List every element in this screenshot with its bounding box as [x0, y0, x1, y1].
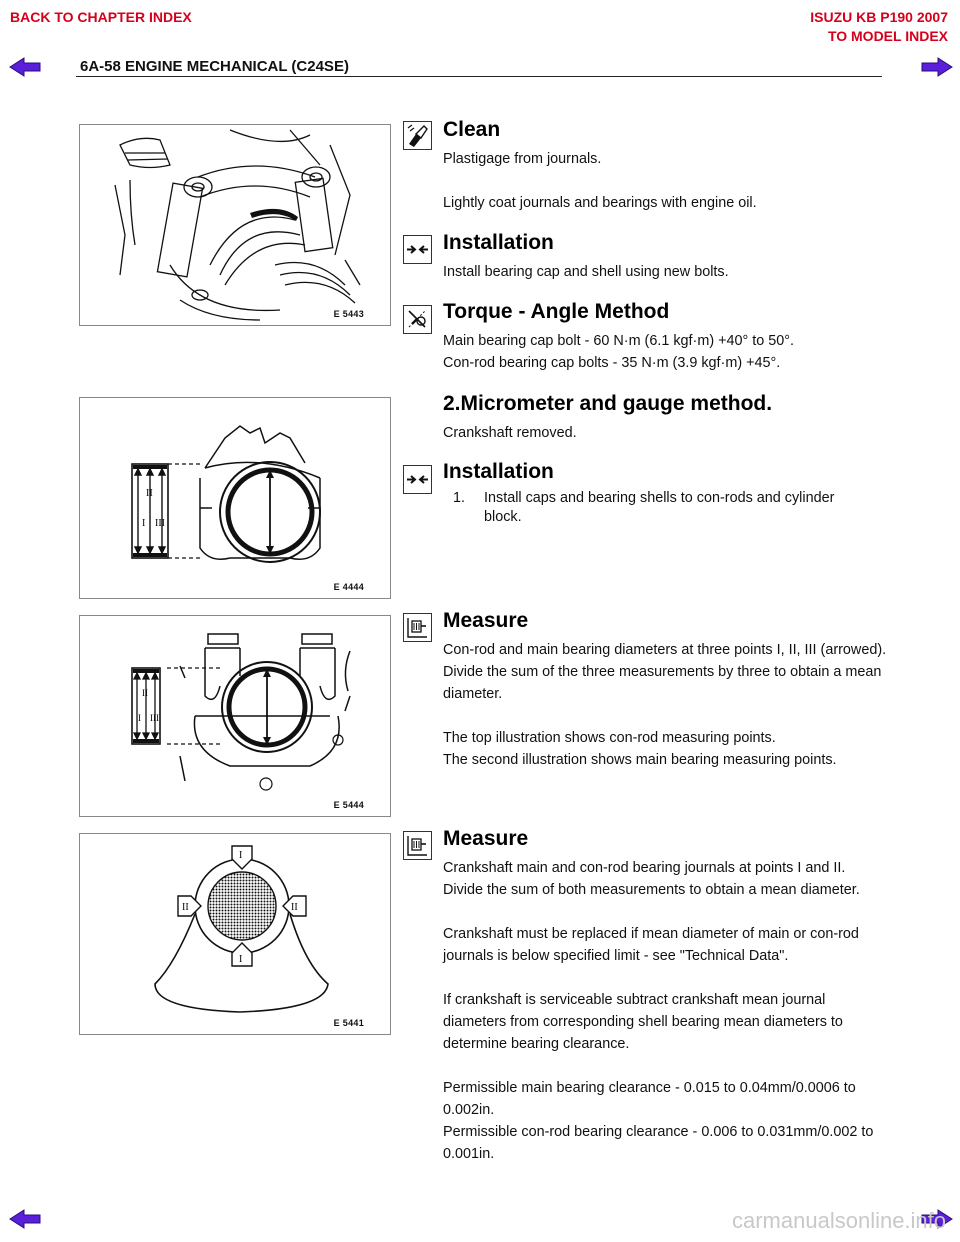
measure-2-line-3: If crankshaft is serviceable subtract crankshaft mean journal diameters from corresponding shell bearing mean diameters to determine bearing clearance.: [443, 992, 843, 1052]
figure-bearing-cap-plastigage: [79, 124, 391, 326]
svg-text:II: II: [182, 902, 189, 913]
measure-1-line-2: Divide the sum of the three measurements by three to obtain a mean diameter.: [443, 664, 882, 702]
watermark: carmanualsonline.info: [732, 1208, 947, 1233]
previous-page-icon[interactable]: [8, 56, 42, 78]
measure-2-line-2: Crankshaft must be replaced if mean diameter of main or con-rod journals is below specified limit - see "Technical Data".: [443, 926, 859, 964]
page-title: 6A-58 ENGINE MECHANICAL (C24SE): [80, 58, 349, 75]
svg-text:II: II: [146, 488, 153, 499]
to-model-index-link[interactable]: TO MODEL INDEX: [827, 28, 948, 44]
figure-label: E 4444: [333, 582, 364, 592]
svg-text:II: II: [291, 902, 298, 913]
measure-1-line-3: The top illustration shows con-rod measuring points.: [443, 730, 776, 746]
torque-wrench-icon: [403, 305, 432, 334]
measure-2-line-1: Crankshaft main and con-rod bearing journals at points I and II. Divide the sum of both measurements to obtain a mean diameter.: [443, 860, 860, 898]
torque-text: [443, 330, 888, 374]
measure-1-line-4: The second illustration shows main bearing measuring points.: [443, 752, 837, 768]
clean-text: [443, 148, 888, 214]
figure-label: E 5441: [333, 1018, 364, 1028]
measure-1-line-1: Con-rod and main bearing diameters at three points I, II, III (arrowed).: [443, 642, 887, 658]
figure-main-bearing-measuring: [79, 615, 391, 817]
installation-1-text: [443, 261, 888, 283]
svg-text:I: I: [142, 518, 146, 529]
measure-2-text: [443, 857, 888, 1165]
measure-2-line-5: Permissible con-rod bearing clearance - 0.006 to 0.031mm/0.002 to 0.001in.: [443, 1124, 874, 1162]
header-rule: [76, 76, 882, 77]
list-item-number: 1.: [453, 490, 466, 506]
section-title-installation-1: Installation: [443, 231, 554, 254]
list-item-text: Install caps and bearing shells to con-rods and cylinder block.: [484, 490, 835, 525]
figure-label: E 5443: [333, 309, 364, 319]
svg-text:III: III: [155, 518, 165, 529]
section-title-measure-1: Measure: [443, 609, 529, 632]
figure-crankshaft-journal: [79, 833, 391, 1035]
torque-line-1: Main bearing cap bolt - 60 N·m (6.1 kgf·m) +40° to 50°.: [443, 333, 795, 349]
micrometer-text: [443, 422, 888, 444]
previous-page-icon[interactable]: [8, 1208, 42, 1230]
micrometer-icon: [403, 831, 432, 860]
section-title-clean: Clean: [443, 118, 501, 141]
section-title-torque: Torque - Angle Method: [443, 300, 670, 323]
clean-line-1: Plastigage from journals.: [443, 151, 602, 167]
micrometer-line: Crankshaft removed.: [443, 425, 577, 441]
micrometer-icon: [403, 613, 432, 642]
svg-text:II: II: [142, 688, 148, 698]
brush-icon: [403, 121, 432, 150]
svg-text:I: I: [239, 850, 243, 861]
next-page-icon[interactable]: [920, 56, 954, 78]
install-arrows-icon: [403, 235, 432, 264]
section-title-installation-2: Installation: [443, 460, 554, 483]
back-to-chapter-link[interactable]: BACK TO CHAPTER INDEX: [10, 9, 192, 25]
section-title-measure-2: Measure: [443, 827, 529, 850]
svg-text:III: III: [150, 713, 159, 723]
model-name-link[interactable]: ISUZU KB P190 2007: [810, 9, 948, 25]
svg-text:I: I: [239, 954, 243, 965]
install-arrows-icon: [403, 465, 432, 494]
installation-1-line: Install bearing cap and shell using new bolts.: [443, 264, 729, 280]
section-title-micrometer: 2.Micrometer and gauge method.: [443, 392, 773, 415]
figure-label: E 5444: [333, 800, 364, 810]
clean-line-2: Lightly coat journals and bearings with engine oil.: [443, 195, 757, 211]
figure-con-rod-measuring: [79, 397, 391, 599]
measure-1-text: [443, 639, 888, 771]
svg-text:I: I: [138, 713, 141, 723]
torque-line-2: Con-rod bearing cap bolts - 35 N·m (3.9 kgf·m) +45°.: [443, 355, 781, 371]
measure-2-line-4: Permissible main bearing clearance - 0.015 to 0.04mm/0.0006 to 0.002in.: [443, 1080, 856, 1118]
